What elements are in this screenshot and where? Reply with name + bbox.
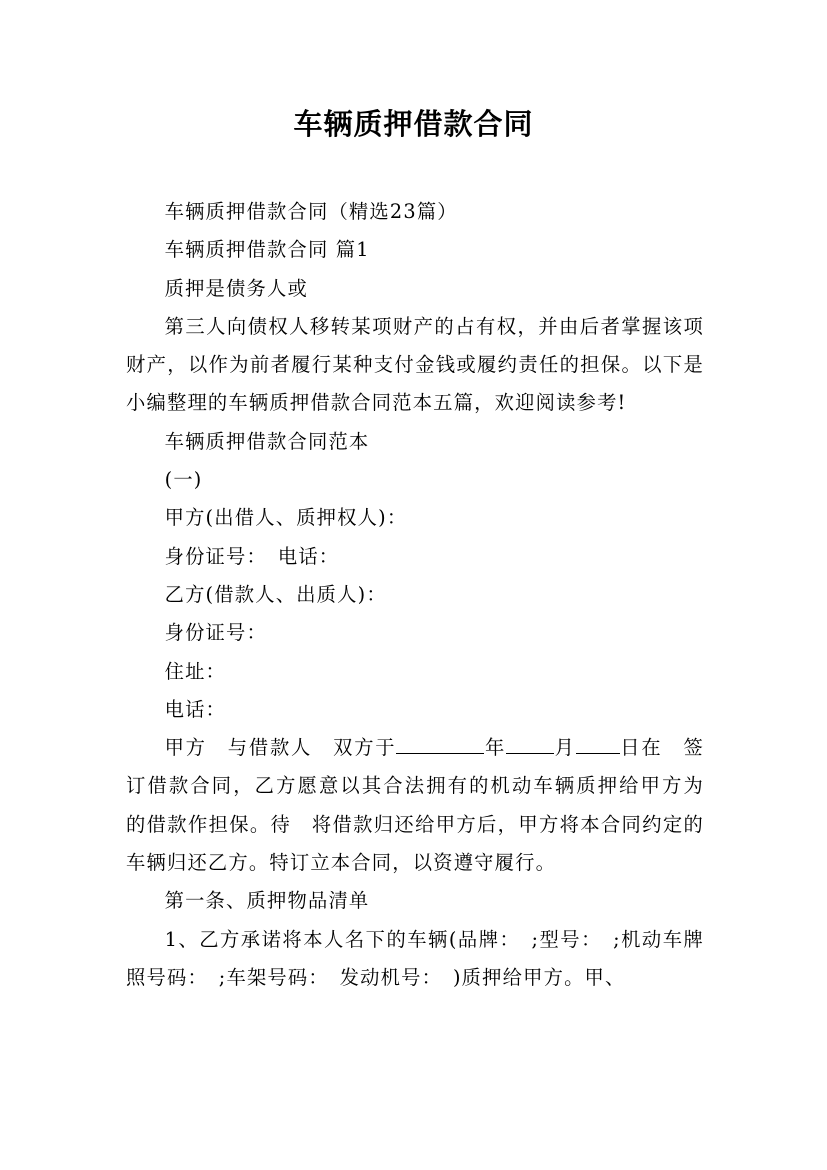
paragraph-intro-fragment: 质押是债务人或 xyxy=(164,276,308,300)
paragraph-party-b: 乙方(借款人、出质人)： xyxy=(164,582,387,606)
paragraph-party-b-id: 身份证号： xyxy=(164,621,267,645)
paragraph-subtitle: 车辆质押借款合同（精选23篇） xyxy=(164,200,458,223)
paragraph-template-number: (一) xyxy=(164,468,203,492)
paragraph-agreement xyxy=(126,729,725,882)
agreement-month-label: 月 xyxy=(554,736,576,760)
paragraph-party-a-id: 身份证号： 电话： xyxy=(164,544,340,568)
blank-year xyxy=(396,734,484,754)
agreement-text-rest: 日在 签订借款合同，乙方愿意以其合法拥有的机动车辆质押给甲方为 的借款作担保。待 将借款归还给甲方后，甲方将本合同约定的车辆归还乙方。特订立本合同，以资遵守履行。 xyxy=(126,736,725,875)
paragraph-article-1-heading: 第一条、质押物品清单 xyxy=(164,889,370,913)
paragraph-article-1-clause-1: 1、乙方承诺将本人名下的车辆(品牌： ;型号： ;机动车牌照号码： ;车架号码： 发动机号： )质押给甲方。甲、 xyxy=(126,927,704,989)
paragraph-party-b-phone: 电话： xyxy=(164,697,227,721)
document-body xyxy=(126,193,725,997)
blank-day xyxy=(576,734,620,754)
blank-month xyxy=(506,734,554,754)
paragraph-section-heading: 车辆质押借款合同 篇1 xyxy=(164,238,370,262)
paragraph-party-b-address: 住址： xyxy=(164,659,227,683)
document-title: 车辆质押借款合同 xyxy=(293,107,534,141)
agreement-text-start: 甲方 与借款人 双方于 xyxy=(164,736,397,760)
agreement-year-label: 年 xyxy=(484,736,507,760)
paragraph-template-heading: 车辆质押借款合同范本 xyxy=(164,429,370,453)
paragraph-intro: 第三人向债权人移转某项财产的占有权，并由后者掌握该项财产，以作为前者履行某种支付金钱或履约责任的担保。以下是小编整理的车辆质押借款合同范本五篇，欢迎阅读参考! xyxy=(126,314,704,415)
paragraph-party-a: 甲方(出借人、质押权人)： xyxy=(164,506,408,530)
